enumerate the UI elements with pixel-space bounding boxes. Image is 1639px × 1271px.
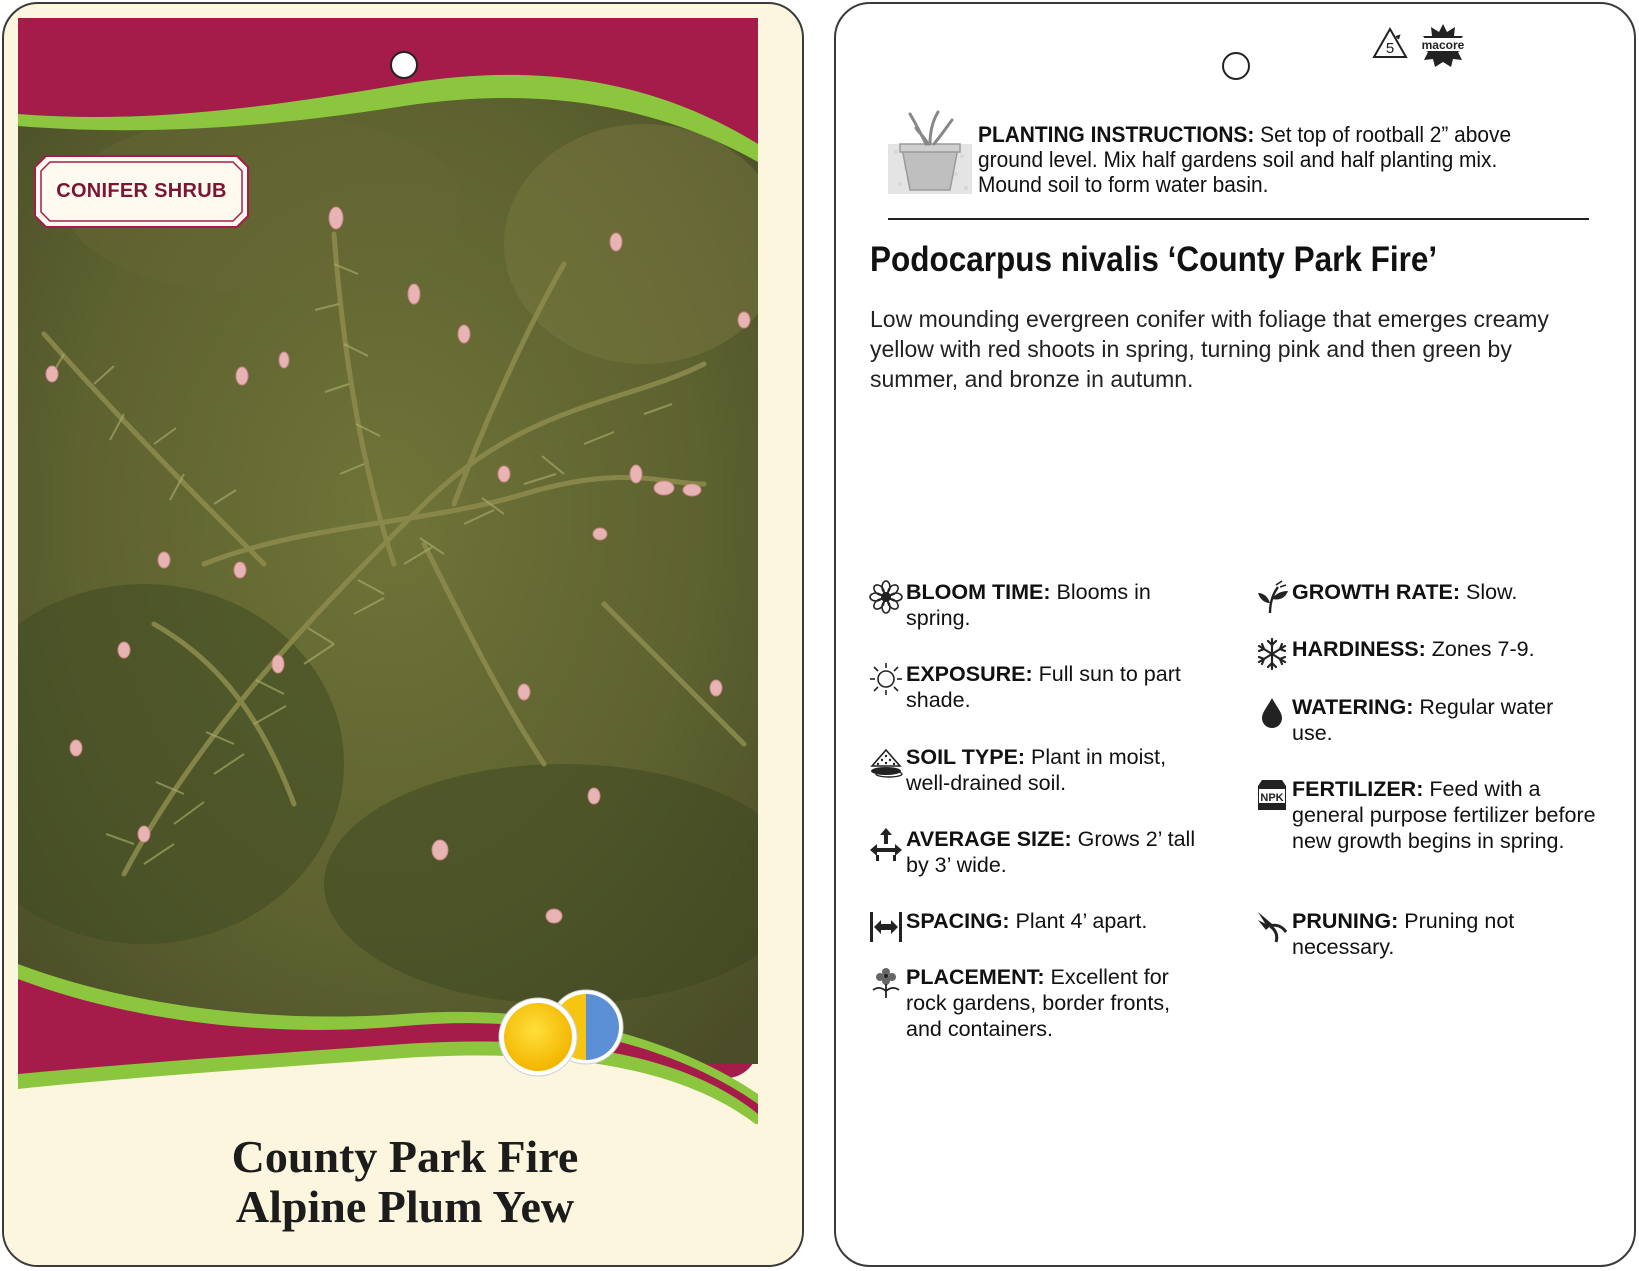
hang-hole (1222, 52, 1250, 80)
attribute-text: Pruning not necessary. (1292, 909, 1515, 959)
attribute-text: Blooms in spring. (906, 580, 1151, 630)
recycle-icon (1370, 26, 1410, 62)
attribute-label: PLACEMENT: (906, 965, 1045, 989)
attribute-text: Feed with a general purpose fertilizer before new growth begins in spring. (1292, 777, 1596, 853)
attribute-label: HARDINESS: (1292, 637, 1426, 661)
water-drop-icon (1254, 694, 1290, 730)
common-name-line2: Alpine Plum Yew (235, 1181, 575, 1232)
sun-exposure-icons (498, 987, 628, 1077)
macore-logo-text: macore (1421, 38, 1465, 52)
back-tag (834, 2, 1636, 1267)
divider (888, 218, 1589, 220)
placement-icon (868, 964, 904, 1000)
attribute-label: WATERING: (1292, 695, 1414, 719)
attribute-label: PRUNING: (1292, 909, 1399, 933)
botanical-name: Podocarpus nivalis ‘County Park Fire’ (870, 240, 1438, 279)
attribute-text: Plant 4’ apart. (1009, 909, 1148, 933)
snowflake-icon (1254, 636, 1290, 672)
planting-text: Set top of rootball 2” above ground level. Mix half gardens soil and half planting mix. Mound soil to form water basin. (978, 122, 1512, 197)
full-sun-icon (499, 998, 577, 1076)
attribute-text: Excellent for rock gardens, border fronts, and containers. (906, 965, 1171, 1041)
attribute-text: Grows 2’ tall by 3’ wide. (906, 827, 1196, 877)
attribute-text: Zones 7-9. (1425, 637, 1535, 661)
attribute-label: AVERAGE SIZE: (906, 827, 1072, 851)
attribute-text: Regular water use. (1292, 695, 1554, 745)
macore-logo (1416, 22, 1470, 68)
attribute-label: GROWTH RATE: (1292, 580, 1460, 604)
attribute-label: SPACING: (906, 909, 1010, 933)
spacing-icon (868, 908, 904, 944)
npk-icon (1254, 776, 1290, 812)
attribute-label: EXPOSURE: (906, 662, 1033, 686)
attribute-text: Full sun to part shade. (906, 662, 1181, 712)
sun-icon (868, 661, 904, 697)
growth-icon (1254, 579, 1290, 615)
attribute-label: BLOOM TIME: (906, 580, 1051, 604)
planting-instructions (978, 122, 1567, 197)
attribute-text: Slow. (1460, 580, 1518, 604)
planting-pot-icon (886, 108, 974, 198)
attribute-label: SOIL TYPE: (906, 745, 1026, 769)
common-name-line1: County Park Fire (231, 1131, 579, 1182)
category-badge-label: CONIFER SHRUB (56, 180, 227, 202)
soil-icon (868, 744, 904, 780)
size-icon (868, 826, 904, 862)
planting-label: PLANTING INSTRUCTIONS: (978, 122, 1255, 147)
hang-hole (390, 51, 418, 79)
flower-icon (868, 579, 904, 615)
pruning-shears-icon (1254, 908, 1290, 944)
plant-description: Low mounding evergreen conifer with foliage that emerges creamy yellow with red shoots in spring, turning pink and then green by summer, and bronze in autumn. (870, 306, 1549, 392)
npk-icon-text: NPK (1260, 792, 1284, 804)
attribute-text: Plant in moist, well-drained soil. (906, 745, 1167, 795)
front-tag (2, 2, 804, 1267)
attribute-label: FERTILIZER: (1292, 777, 1424, 801)
recycle-number: 5 (1385, 40, 1395, 57)
